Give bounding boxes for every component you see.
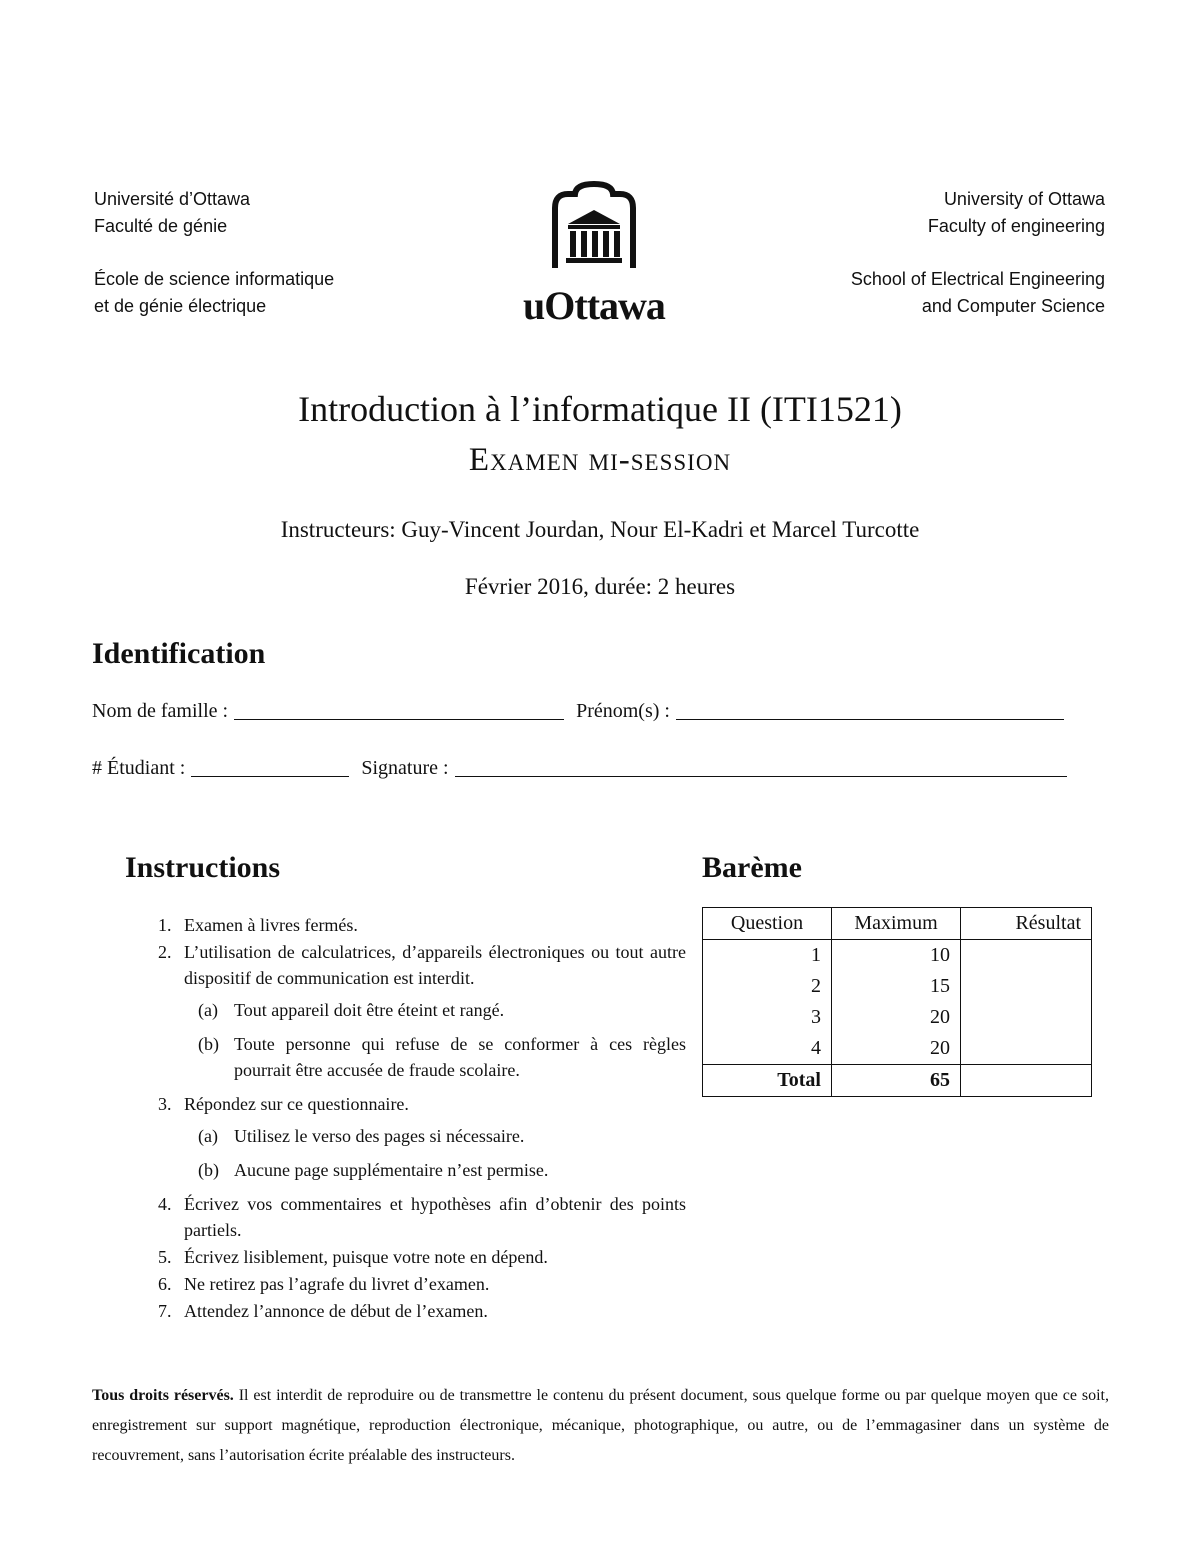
instruction-item: 6. Ne retirez pas l’agrafe du livret d’examen. (158, 1274, 490, 1294)
instruction-subitem: (b) Aucune page supplémentaire n’est permise. (198, 1160, 549, 1180)
school-name-fr-line2: et de génie électrique (94, 296, 267, 316)
exam-instructors: Instructeurs: Guy-Vincent Jourdan, Nour El-Kadri et Marcel Turcotte (280, 517, 920, 542)
instruction-subitem: (a) Utilisez le verso des pages si nécessaire. (198, 1126, 525, 1146)
faculty-name-en: Faculty of engineering (927, 216, 1105, 236)
table-row: 1 10 (703, 940, 1092, 972)
bareme-heading: Barème (702, 851, 802, 884)
column-header: Résultat (961, 908, 1092, 940)
nom-label: Nom de famille : (92, 700, 229, 722)
school-name-en-line2: and Computer Science (921, 296, 1105, 316)
rights-notice (92, 1381, 1109, 1471)
etudiant-field[interactable] (191, 756, 349, 777)
table-row: 3 20 (703, 1002, 1092, 1033)
instruction-item: 4. Écrivez vos commentaires et hypothèses afin d’obtenir des points partiels. (158, 1194, 686, 1240)
university-name-fr: Université d’Ottawa (94, 189, 251, 209)
resultat-cell (961, 940, 1092, 972)
exam-subtitle: Examen mi-session (468, 442, 732, 478)
instruction-subitem: (a) Tout appareil doit être éteint et rangé. (198, 1000, 505, 1020)
bareme-table (702, 907, 1092, 1097)
table-header-row (703, 908, 1092, 940)
nom-field[interactable] (234, 699, 564, 720)
instructions-heading: Instructions (125, 851, 281, 884)
header-right-block (851, 186, 1105, 320)
instruction-item: 1. Examen à livres fermés. (158, 915, 358, 935)
instruction-subitem: (b) Toute personne qui refuse de se conformer à ces règles pourrait être accusée de fraude scolaire. (198, 1034, 686, 1080)
uottawa-logo-icon (510, 180, 678, 280)
identification-row-id (92, 756, 1073, 780)
exam-date: Février 2016, durée: 2 heures (464, 574, 736, 599)
total-value: 65 (832, 1065, 961, 1097)
instruction-item: 3. Répondez sur ce questionnaire. (158, 1094, 409, 1114)
table-row: 2 15 (703, 971, 1092, 1002)
instruction-item: 7. Attendez l’annonce de début de l’examen. (158, 1301, 488, 1321)
total-label: Total (703, 1065, 832, 1097)
faculty-name-fr: Faculté de génie (94, 216, 228, 236)
prenom-field[interactable] (676, 699, 1064, 720)
table-row: 4 20 (703, 1033, 1092, 1065)
university-name-en: University of Ottawa (943, 189, 1105, 209)
table-total-row (703, 1065, 1092, 1097)
signature-field[interactable] (455, 756, 1067, 777)
resultat-cell (961, 1002, 1092, 1033)
instruction-item: 2. L’utilisation de calculatrices, d’appareils électroniques ou tout autre dispositif de communication est interdit. (158, 942, 686, 988)
signature-label: Signature : (361, 757, 449, 779)
school-name-fr-line1: École de science informatique (94, 269, 335, 289)
etudiant-label: # Étudiant : (92, 757, 186, 779)
resultat-cell (961, 1033, 1092, 1065)
total-resultat-cell (961, 1065, 1092, 1097)
column-header: Maximum (832, 908, 961, 940)
prenom-label: Prénom(s) : (576, 700, 670, 722)
rights-lead: Tous droits réservés. (92, 1387, 234, 1404)
instruction-item: 5. Écrivez lisiblement, puisque votre note en dépend. (158, 1247, 548, 1267)
identification-heading: Identification (92, 637, 266, 670)
uottawa-wordmark: uOttawa (523, 283, 665, 328)
instructions-list (158, 912, 686, 1325)
resultat-cell (961, 971, 1092, 1002)
exam-title: Introduction à l’informatique II (ITI1521) (298, 389, 902, 429)
school-name-en-line1: School of Electrical Engineering (850, 269, 1105, 289)
identification-row-names (92, 699, 1070, 723)
column-header: Question (703, 908, 832, 940)
header-left-block (94, 186, 334, 320)
bareme-table-wrap (702, 907, 1092, 1097)
rights-text: Il est interdit de reproduire ou de transmettre le contenu du présent document, sous quelque forme ou par quelque moyen que ce soit, enregistrement sur support magnétique, reproduction électronique, mécanique, photographique, ou autre, ou de l’emmagasiner dans un système de recouvrement, sans l’autorisation écrite préalable des instructeurs. (92, 1387, 1110, 1464)
